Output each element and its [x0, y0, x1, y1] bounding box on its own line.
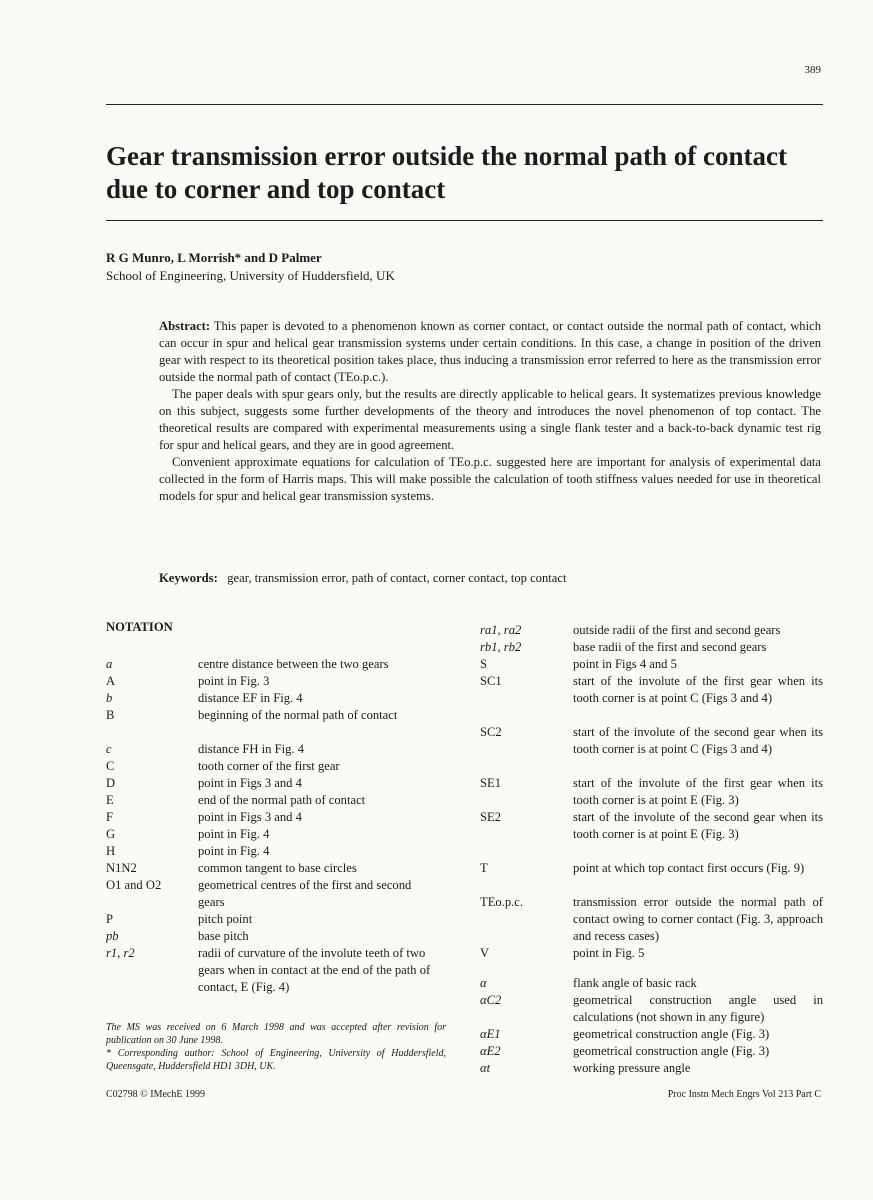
footnote-corresponding: * Corresponding author: School of Engineering, University of Huddersfield, Queensgate, Huddersfield HD1 3DH, UK.: [106, 1048, 446, 1072]
abstract: [159, 318, 821, 505]
notation-description: common tangent to base circles: [198, 861, 357, 875]
notation-symbol: rb1, rb2: [480, 640, 522, 654]
notation-symbol: α: [480, 976, 487, 990]
notation-symbol: N1N2: [106, 861, 137, 875]
notation-symbol: D: [106, 776, 116, 790]
notation-description: point in Fig. 3: [198, 674, 270, 688]
notation-description: geometrical centres of the first and second gears: [198, 878, 412, 909]
notation-description: tooth corner of the first gear: [198, 759, 340, 773]
keywords-text: gear, transmission error, path of contact, corner contact, top contact: [227, 571, 567, 585]
affiliation: School of Engineering, University of Huddersfield, UK: [106, 268, 395, 283]
notation-symbol: r1, r2: [106, 946, 135, 960]
notation-description: point in Figs 4 and 5: [573, 657, 677, 671]
notation-description: pitch point: [198, 912, 253, 926]
notation-description: radii of curvature of the involute teeth of two gears when in contact at the end of the path of contact, E (Fig. 4): [198, 946, 431, 994]
notation-symbol: TEo.p.c.: [480, 895, 524, 909]
notation-description: start of the involute of the first gear when its tooth corner is at point E (Fig. 3): [573, 776, 823, 807]
notation-description: geometrical construction angle (Fig. 3): [573, 1027, 770, 1041]
notation-symbol: E: [106, 793, 114, 807]
footnote: [106, 1021, 446, 1073]
journal-citation: Proc Instn Mech Engrs Vol 213 Part C: [667, 1089, 821, 1100]
notation-description: outside radii of the first and second gears: [573, 623, 781, 637]
authors: R G Munro, L Morrish* and D Palmer: [106, 250, 322, 265]
notation-symbol: A: [106, 674, 116, 688]
notation-description: point in Figs 3 and 4: [198, 776, 302, 790]
notation-symbol: SE1: [480, 776, 501, 790]
notation-description: base pitch: [198, 929, 249, 943]
title-rule: [106, 220, 823, 221]
notation-description: point in Figs 3 and 4: [198, 810, 302, 824]
notation-symbol: b: [106, 691, 113, 705]
notation-symbol: H: [106, 844, 116, 858]
page-number: 389: [804, 64, 821, 76]
notation-heading: NOTATION: [106, 620, 173, 634]
abstract-paragraph-3: Convenient approximate equations for calculation of TEo.p.c. suggested here are important for analysis of experimental data collected in the form of Harris maps. This will make possible the calculation of tooth stiffness values needed for use in theoretical models for spur and helical gear transmission systems.: [159, 455, 821, 503]
notation-description: distance EF in Fig. 4: [198, 691, 303, 705]
notation-description: end of the normal path of contact: [198, 793, 366, 807]
notation-description: geometrical construction angle (Fig. 3): [573, 1044, 770, 1058]
notation-description: distance FH in Fig. 4: [198, 742, 304, 756]
top-rule: [106, 104, 823, 105]
notation-symbol: SE2: [480, 810, 501, 824]
notation-symbol: O1 and O2: [106, 878, 162, 892]
notation-description: point in Fig. 4: [198, 827, 270, 841]
notation-symbol: T: [480, 861, 488, 875]
notation-symbol: pb: [106, 929, 119, 943]
notation-description: centre distance between the two gears: [198, 657, 389, 671]
notation-description: transmission error outside the normal path of contact owing to corner contact (Fig. 3, approach and recess cases): [573, 895, 823, 943]
notation-symbol: SC1: [480, 674, 502, 688]
notation-symbol: αE2: [480, 1044, 501, 1058]
keywords-label: Keywords:: [159, 571, 218, 585]
notation-description: geometrical construction angle used in calculations (not shown in any figure): [573, 993, 823, 1024]
notation-symbol: C: [106, 759, 115, 773]
notation-symbol: a: [106, 657, 113, 671]
footnote-received: The MS was received on 6 March 1998 and was accepted after revision for publication on 30 June 1998.: [106, 1022, 446, 1046]
notation-symbol: S: [480, 657, 488, 671]
abstract-paragraph-1: [159, 318, 821, 386]
notation-symbol: G: [106, 827, 116, 841]
notation-description: base radii of the first and second gears: [573, 640, 767, 654]
abstract-label: Abstract:: [159, 319, 211, 333]
notation-symbol: P: [106, 912, 114, 926]
notation-symbol: B: [106, 708, 115, 722]
notation-symbol: V: [480, 946, 490, 960]
paper-title: Gear transmission error outside the normal path of contact due to corner and top contact: [106, 141, 787, 204]
notation-symbol: αC2: [480, 993, 502, 1007]
abstract-paragraph-2: The paper deals with spur gears only, but the results are directly applicable to helical gears. It systematizes previous knowledge on this subject, suggests some further developments of the theory and introduces the novel phenomenon of top contact. The theoretical results are compared with experimental measurements using a single flank tester and a back-to-back dynamic test rig for spur and helical gears, and they are in good agreement.: [159, 387, 821, 452]
notation-description: start of the involute of the first gear when its tooth corner is at point C (Figs 3 and 4): [573, 674, 823, 705]
notation-symbol: F: [106, 810, 114, 824]
notation-description: point in Fig. 4: [198, 844, 270, 858]
notation-symbol: αE1: [480, 1027, 501, 1041]
notation-description: start of the involute of the second gear when its tooth corner is at point C (Figs 3 and 4): [573, 725, 823, 756]
notation-description: point in Fig. 5: [573, 946, 645, 960]
notation-symbol: ra1, ra2: [480, 623, 522, 637]
notation-symbol: αt: [480, 1061, 491, 1075]
notation-description: point at which top contact first occurs (Fig. 9): [573, 861, 805, 875]
notation-description: beginning of the normal path of contact: [198, 708, 398, 722]
notation-description: start of the involute of the second gear when its tooth corner is at point E (Fig. 3): [573, 810, 823, 841]
notation-description: flank angle of basic rack: [573, 976, 697, 990]
abstract-text-1: This paper is devoted to a phenomenon known as corner contact, or contact outside the normal path of contact, which can occur in spur and helical gear transmission systems under certain conditions. In this case, a change in position of the driven gear with respect to its theoretical position takes place, thus inducing a transmission error referred to here as the transmission error outside the normal path of contact (TEo.p.c.).: [159, 319, 821, 384]
notation-symbol: SC2: [480, 725, 502, 739]
copyright: C02798 © IMechE 1999: [106, 1089, 205, 1100]
notation-description: working pressure angle: [573, 1061, 691, 1075]
keywords: [159, 571, 566, 586]
notation-symbol: c: [106, 742, 112, 756]
